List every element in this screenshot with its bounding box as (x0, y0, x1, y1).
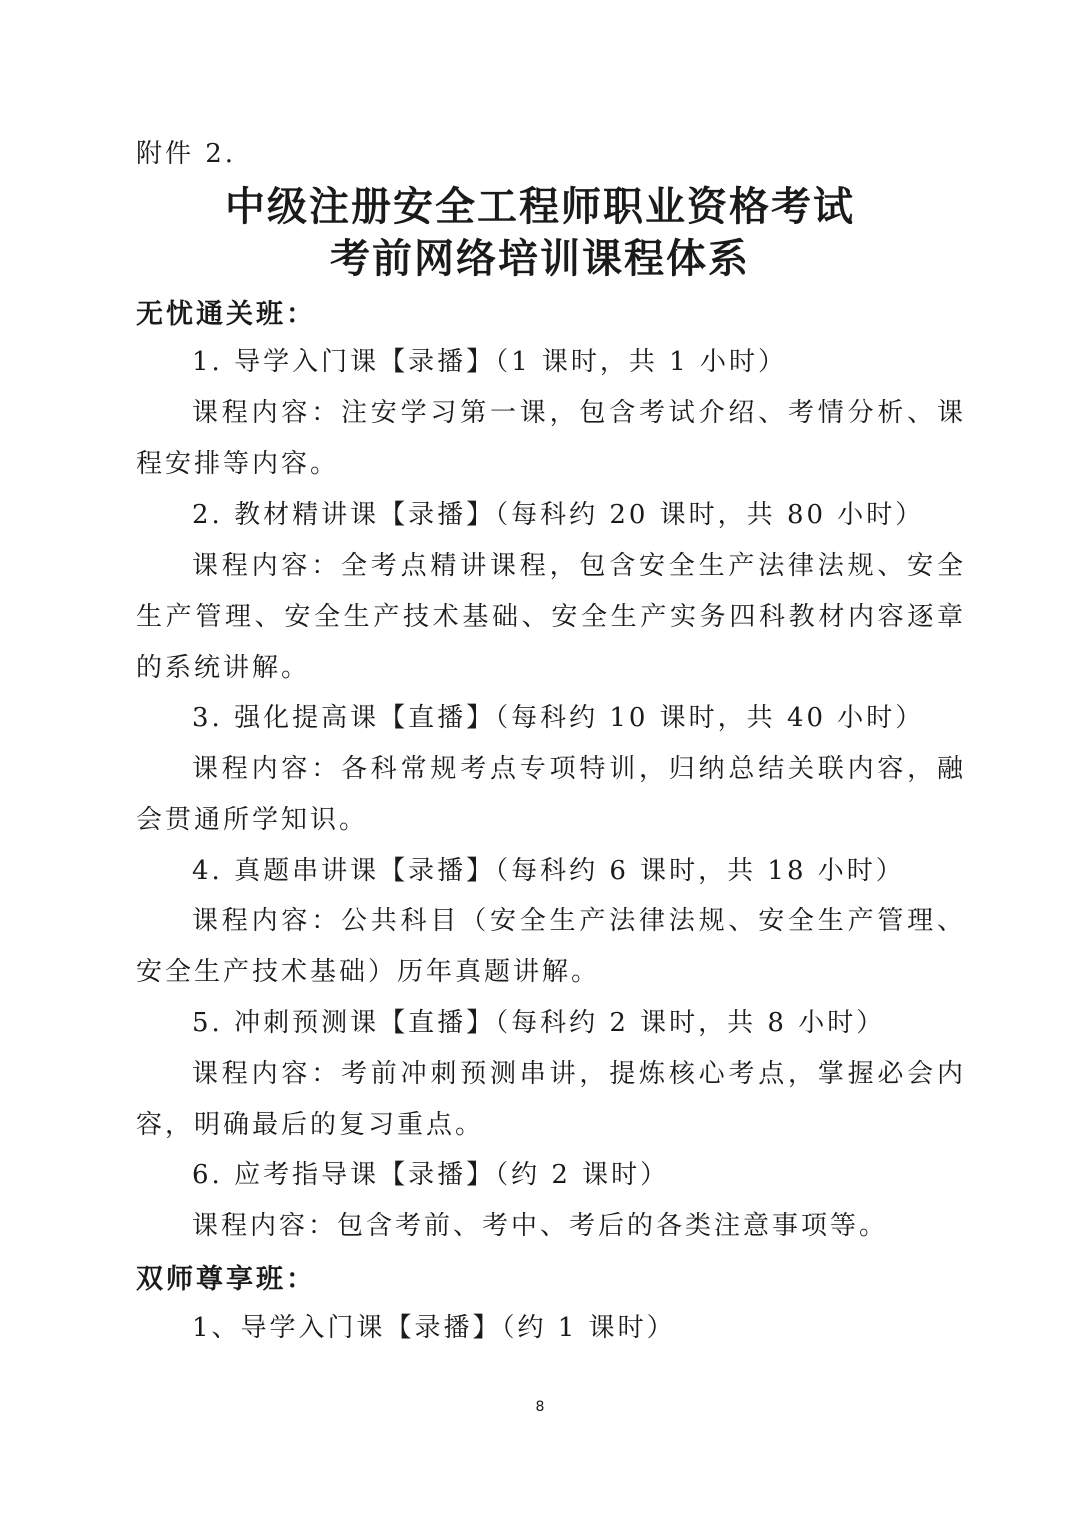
document-title-line-2: 考前网络培训课程体系 (330, 236, 750, 282)
course-item-content: 课程内容：全考点精讲课程，包含安全生产法律法规、安全生产管理、安全生产技术基础、安全生产实务四科教材内容逐章的系统讲解。 (136, 551, 966, 683)
attachment-label: 附件 2. (136, 139, 237, 169)
course-item-title: 3. 强化提高课【直播】（每科约 10 课时，共 40 小时） (192, 703, 925, 733)
course-item-content: 课程内容：考前冲刺预测串讲，提炼核心考点，掌握必会内容，明确最后的复习重点。 (136, 1059, 966, 1140)
section-heading-wuyou: 无忧通关班： (136, 299, 316, 330)
course-item-title: 1、导学入门课【录播】（约 1 课时） (192, 1313, 676, 1343)
course-item-content: 课程内容：包含考前、考中、考后的各类注意事项等。 (192, 1211, 889, 1241)
course-item-content: 课程内容：各科常规考点专项特训，归纳总结关联内容，融会贯通所学知识。 (136, 754, 966, 835)
course-item-title: 1. 导学入门课【录播】（1 课时，共 1 小时） (192, 347, 787, 377)
course-item-title: 5. 冲刺预测课【直播】（每科约 2 课时，共 8 小时） (192, 1008, 886, 1038)
course-item-title: 2. 教材精讲课【录播】（每科约 20 课时，共 80 小时） (192, 500, 925, 530)
course-item-content: 课程内容：公共科目（安全生产法律法规、安全生产管理、安全生产技术基础）历年真题讲解。 (136, 906, 966, 987)
section-heading-shuangshi: 双师尊享班： (136, 1264, 316, 1295)
course-item-title: 4. 真题串讲课【录播】（每科约 6 课时，共 18 小时） (192, 856, 905, 886)
page-number: 8 (535, 1399, 545, 1415)
course-item-content: 课程内容：注安学习第一课，包含考试介绍、考情分析、课程安排等内容。 (136, 398, 966, 479)
document-title-line-1: 中级注册安全工程师职业资格考试 (225, 184, 855, 230)
course-item-title: 6. 应考指导课【录播】（约 2 课时） (192, 1160, 670, 1190)
